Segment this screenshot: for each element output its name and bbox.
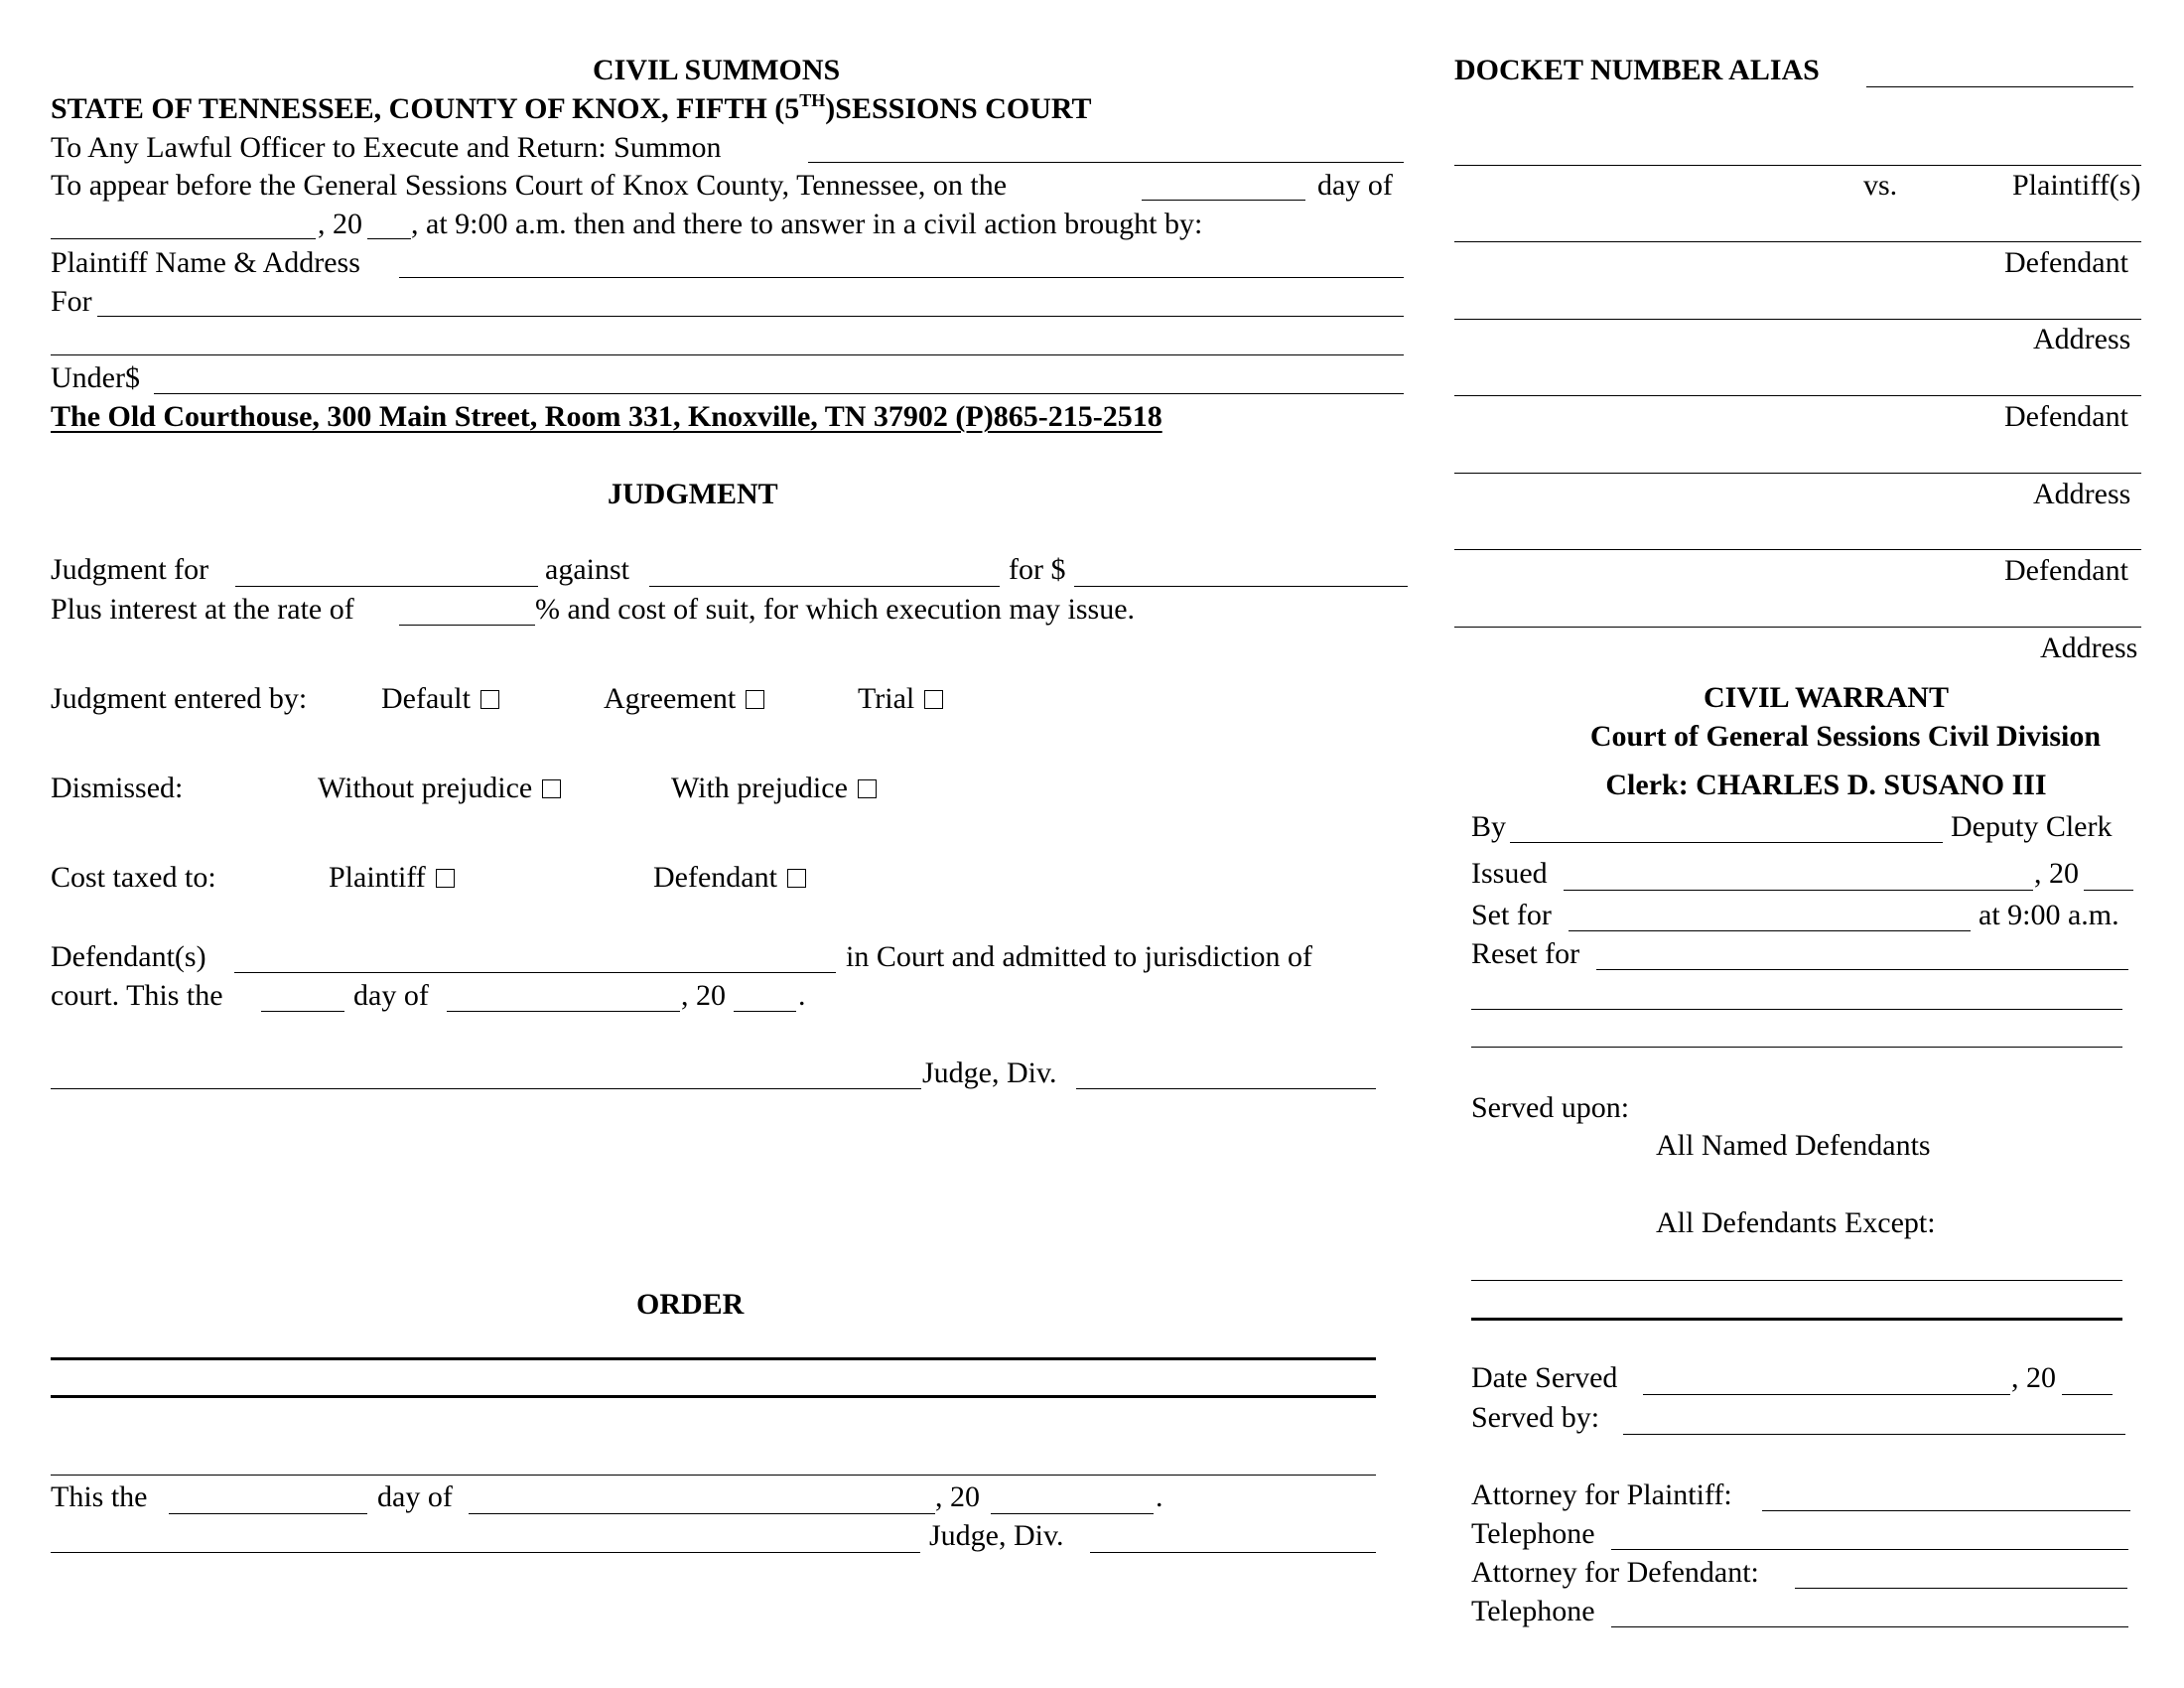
interest-rate-field[interactable]	[399, 625, 535, 626]
reset-for-line-2[interactable]	[1471, 1009, 2122, 1010]
set-for-time: at 9:00 a.m.	[1979, 899, 2119, 931]
address-1-line[interactable]	[1454, 319, 2141, 320]
date-served-label: Date Served	[1471, 1361, 1618, 1394]
defendant-3-caption: Defendant	[2004, 554, 2128, 587]
issued-label: Issued	[1471, 857, 1548, 890]
order-this-the-label: This the	[51, 1480, 148, 1513]
order-line-3[interactable]	[51, 1475, 1376, 1476]
address-3-line[interactable]	[1454, 627, 2141, 628]
defendant-1-caption: Defendant	[2004, 246, 2128, 279]
judgment-day-field[interactable]	[261, 1011, 344, 1012]
against-label: against	[545, 553, 629, 586]
summons-title: CIVIL SUMMONS	[593, 54, 841, 86]
date-served-year-field[interactable]	[2062, 1394, 2113, 1395]
agreement-checkbox[interactable]: Agreement	[604, 684, 764, 714]
against-field[interactable]	[649, 586, 1000, 587]
telephone-plaintiff-field[interactable]	[1611, 1549, 2128, 1550]
atty-plaintiff-field[interactable]	[1762, 1510, 2130, 1511]
served-by-field[interactable]	[1623, 1434, 2125, 1435]
judgment-period: .	[798, 979, 806, 1012]
order-year-label: , 20	[935, 1480, 980, 1513]
under-label: Under$	[51, 361, 140, 394]
docket-alias-label: DOCKET NUMBER ALIAS	[1454, 54, 1820, 86]
interest-label: Plus interest at the rate of	[51, 593, 354, 626]
order-year-field[interactable]	[991, 1513, 1154, 1514]
under-amount-field[interactable]	[154, 393, 1404, 394]
appear-label: To appear before the General Sessions Court of Knox County, Tennessee, on the	[51, 169, 1008, 202]
dismissed-label: Dismissed:	[51, 772, 184, 804]
interest-suffix: % and cost of suit, for which execution may issue.	[535, 593, 1136, 626]
order-day-of-label: day of	[377, 1480, 453, 1513]
order-period: .	[1156, 1480, 1163, 1513]
date-served-year-label: , 20	[2011, 1361, 2056, 1394]
for-field[interactable]	[97, 316, 1404, 317]
appear-year-field[interactable]	[367, 238, 411, 239]
reset-for-line-3[interactable]	[1471, 1047, 2122, 1048]
to-officer-label: To Any Lawful Officer to Execute and Return: Summon	[51, 131, 722, 164]
appear-day-of-label: day of	[1317, 169, 1393, 202]
judge-div-field[interactable]	[1076, 1088, 1376, 1089]
issued-date-field[interactable]	[1564, 890, 2033, 891]
order-judge-signature-field[interactable]	[51, 1552, 920, 1553]
checkbox-icon	[746, 690, 764, 709]
docket-alias-field[interactable]	[1866, 86, 2133, 87]
checkbox-icon	[436, 869, 455, 888]
summon-field[interactable]	[808, 162, 1404, 163]
order-line-2[interactable]	[51, 1395, 1376, 1398]
checkbox-icon	[480, 690, 499, 709]
judgment-year-field[interactable]	[734, 1011, 796, 1012]
appear-day-field[interactable]	[1142, 200, 1305, 201]
checkbox-icon	[542, 779, 561, 798]
atty-defendant-label: Attorney for Defendant:	[1471, 1556, 1759, 1589]
judgment-for-label: Judgment for	[51, 553, 209, 586]
checkbox-icon	[787, 869, 806, 888]
address-2-line[interactable]	[1454, 473, 2141, 474]
defendants-label: Defendant(s)	[51, 940, 206, 973]
set-for-field[interactable]	[1569, 930, 1971, 931]
warrant-title: CIVIL WARRANT	[1703, 681, 1949, 714]
reset-for-label: Reset for	[1471, 937, 1580, 970]
set-for-label: Set for	[1471, 899, 1552, 931]
warrant-court: Court of General Sessions Civil Division	[1589, 720, 2102, 753]
served-by-label: Served by:	[1471, 1401, 1600, 1434]
appear-year-label: , 20	[318, 208, 362, 240]
plaintiff-name-field[interactable]	[399, 277, 1404, 278]
order-judge-div-field[interactable]	[1090, 1552, 1376, 1553]
address-1-caption: Address	[2033, 323, 2131, 355]
default-checkbox[interactable]: Default	[381, 684, 499, 714]
for-field-2[interactable]	[51, 354, 1404, 355]
appear-month-field[interactable]	[51, 238, 316, 239]
address-2-caption: Address	[2033, 478, 2131, 510]
telephone-defendant-field[interactable]	[1611, 1626, 2128, 1627]
issued-year-label: , 20	[2034, 857, 2079, 890]
appear-answer-label: , at 9:00 a.m. then and there to answer in a civil action brought by:	[411, 208, 1203, 240]
court-address: The Old Courthouse, 300 Main Street, Room 331, Knoxville, TN 37902 (P)865-215-2518	[51, 400, 1162, 433]
state-court-line: STATE OF TENNESSEE, COUNTY OF KNOX, FIFTH (5TH)SESSIONS COURT	[51, 90, 1092, 125]
all-defendants-except-option[interactable]: All Defendants Except:	[1656, 1206, 1936, 1239]
judgment-year-label: , 20	[681, 979, 726, 1012]
warrant-clerk: Clerk: CHARLES D. SUSANO III	[1605, 769, 2047, 801]
judgment-title: JUDGMENT	[608, 478, 778, 510]
by-field[interactable]	[1510, 842, 1943, 843]
all-named-defendants-option[interactable]: All Named Defendants	[1656, 1129, 1931, 1162]
atty-defendant-field[interactable]	[1795, 1588, 2127, 1589]
plaintiffs-caption: Plaintiff(s)	[2012, 169, 2141, 202]
plaintiff-line[interactable]	[1454, 165, 2141, 166]
reset-for-field[interactable]	[1596, 969, 2128, 970]
checkbox-icon	[858, 779, 877, 798]
judgment-for-field[interactable]	[235, 586, 538, 587]
for-label: For	[51, 285, 92, 318]
plaintiff-name-label: Plaintiff Name & Address	[51, 246, 360, 279]
vs-label: vs.	[1863, 169, 1898, 202]
deputy-clerk-label: Deputy Clerk	[1951, 810, 2113, 843]
in-court-label: in Court and admitted to jurisdiction of	[846, 940, 1312, 973]
cost-plaintiff-checkbox[interactable]: Plaintiff	[329, 863, 455, 893]
defendant-2-line[interactable]	[1454, 395, 2141, 396]
order-day-field[interactable]	[169, 1513, 367, 1514]
judgment-amount-field[interactable]	[1074, 586, 1408, 587]
defendant-3-line[interactable]	[1454, 549, 2141, 550]
defendants-field[interactable]	[234, 972, 836, 973]
except-line-2[interactable]	[1471, 1318, 2122, 1321]
without-prejudice-checkbox[interactable]: Without prejudice	[318, 774, 561, 803]
issued-year-field[interactable]	[2084, 890, 2133, 891]
atty-plaintiff-label: Attorney for Plaintiff:	[1471, 1478, 1732, 1511]
cost-taxed-label: Cost taxed to:	[51, 861, 216, 894]
trial-checkbox[interactable]: Trial	[858, 684, 943, 714]
defendant-2-caption: Defendant	[2004, 400, 2128, 433]
telephone-defendant-label: Telephone	[1471, 1595, 1595, 1627]
judge-signature-field[interactable]	[51, 1088, 921, 1089]
judge-div-label: Judge, Div.	[922, 1056, 1057, 1089]
by-label: By	[1471, 810, 1507, 843]
served-upon-label: Served upon:	[1471, 1091, 1630, 1124]
order-judge-div-label: Judge, Div.	[929, 1519, 1064, 1552]
court-this-label: court. This the	[51, 979, 223, 1012]
telephone-plaintiff-label: Telephone	[1471, 1517, 1595, 1550]
judgment-day-of-label: day of	[353, 979, 429, 1012]
address-3-caption: Address	[2040, 632, 2138, 664]
cost-defendant-checkbox[interactable]: Defendant	[653, 863, 806, 893]
defendant-1-line[interactable]	[1454, 241, 2141, 242]
order-month-field[interactable]	[469, 1513, 935, 1514]
with-prejudice-checkbox[interactable]: With prejudice	[671, 774, 877, 803]
order-line-1[interactable]	[51, 1357, 1376, 1360]
order-title: ORDER	[636, 1288, 745, 1321]
judgment-month-field[interactable]	[447, 1011, 680, 1012]
except-line-1[interactable]	[1471, 1280, 2122, 1281]
checkbox-icon	[924, 690, 943, 709]
date-served-field[interactable]	[1643, 1394, 2010, 1395]
for-amount-label: for $	[1009, 553, 1066, 586]
entered-by-label: Judgment entered by:	[51, 682, 308, 715]
